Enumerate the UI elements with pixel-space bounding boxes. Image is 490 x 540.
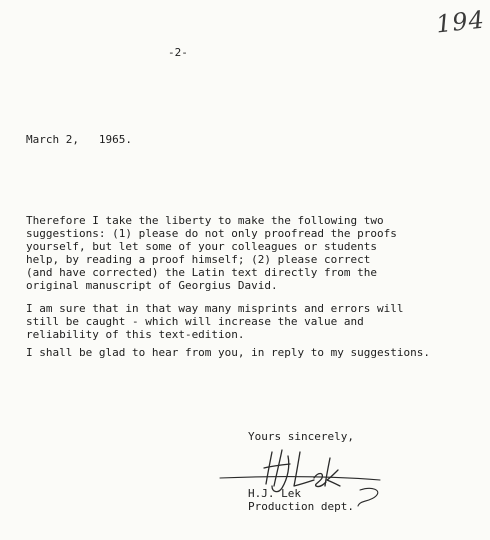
closing-salutation: Yours sincerely, — [248, 430, 354, 443]
page-number: -2- — [168, 46, 188, 59]
paragraph-misprints — [26, 302, 476, 341]
paragraph-line: help, by reading a proof himself; (2) please correct — [26, 253, 371, 266]
signer-department: Production dept. — [248, 500, 354, 513]
paragraph-line: original manuscript of Georgius David. — [26, 279, 278, 292]
signer-name: H.J. Lek — [248, 487, 301, 500]
paragraph-line: yourself, but let some of your colleagues or students — [26, 240, 377, 253]
paragraph-line: I am sure that in that way many misprints and errors will — [26, 302, 404, 315]
paragraph-line: still be caught - which will increase the value and — [26, 315, 364, 328]
letter-date: March 2, 1965. — [26, 133, 132, 146]
paragraph-line: suggestions: (1) please do not only proofread the proofs — [26, 227, 397, 240]
paragraph-reply — [26, 346, 476, 359]
paragraph-line: Therefore I take the liberty to make the following two — [26, 214, 384, 227]
handwritten-page-number: 194 — [434, 5, 487, 39]
paragraph-line: reliability of this text-edition. — [26, 328, 245, 341]
paragraph-line: I shall be glad to hear from you, in reply to my suggestions. — [26, 346, 430, 359]
paragraph-suggestions — [26, 214, 476, 292]
paragraph-line: (and have corrected) the Latin text directly from the — [26, 266, 377, 279]
